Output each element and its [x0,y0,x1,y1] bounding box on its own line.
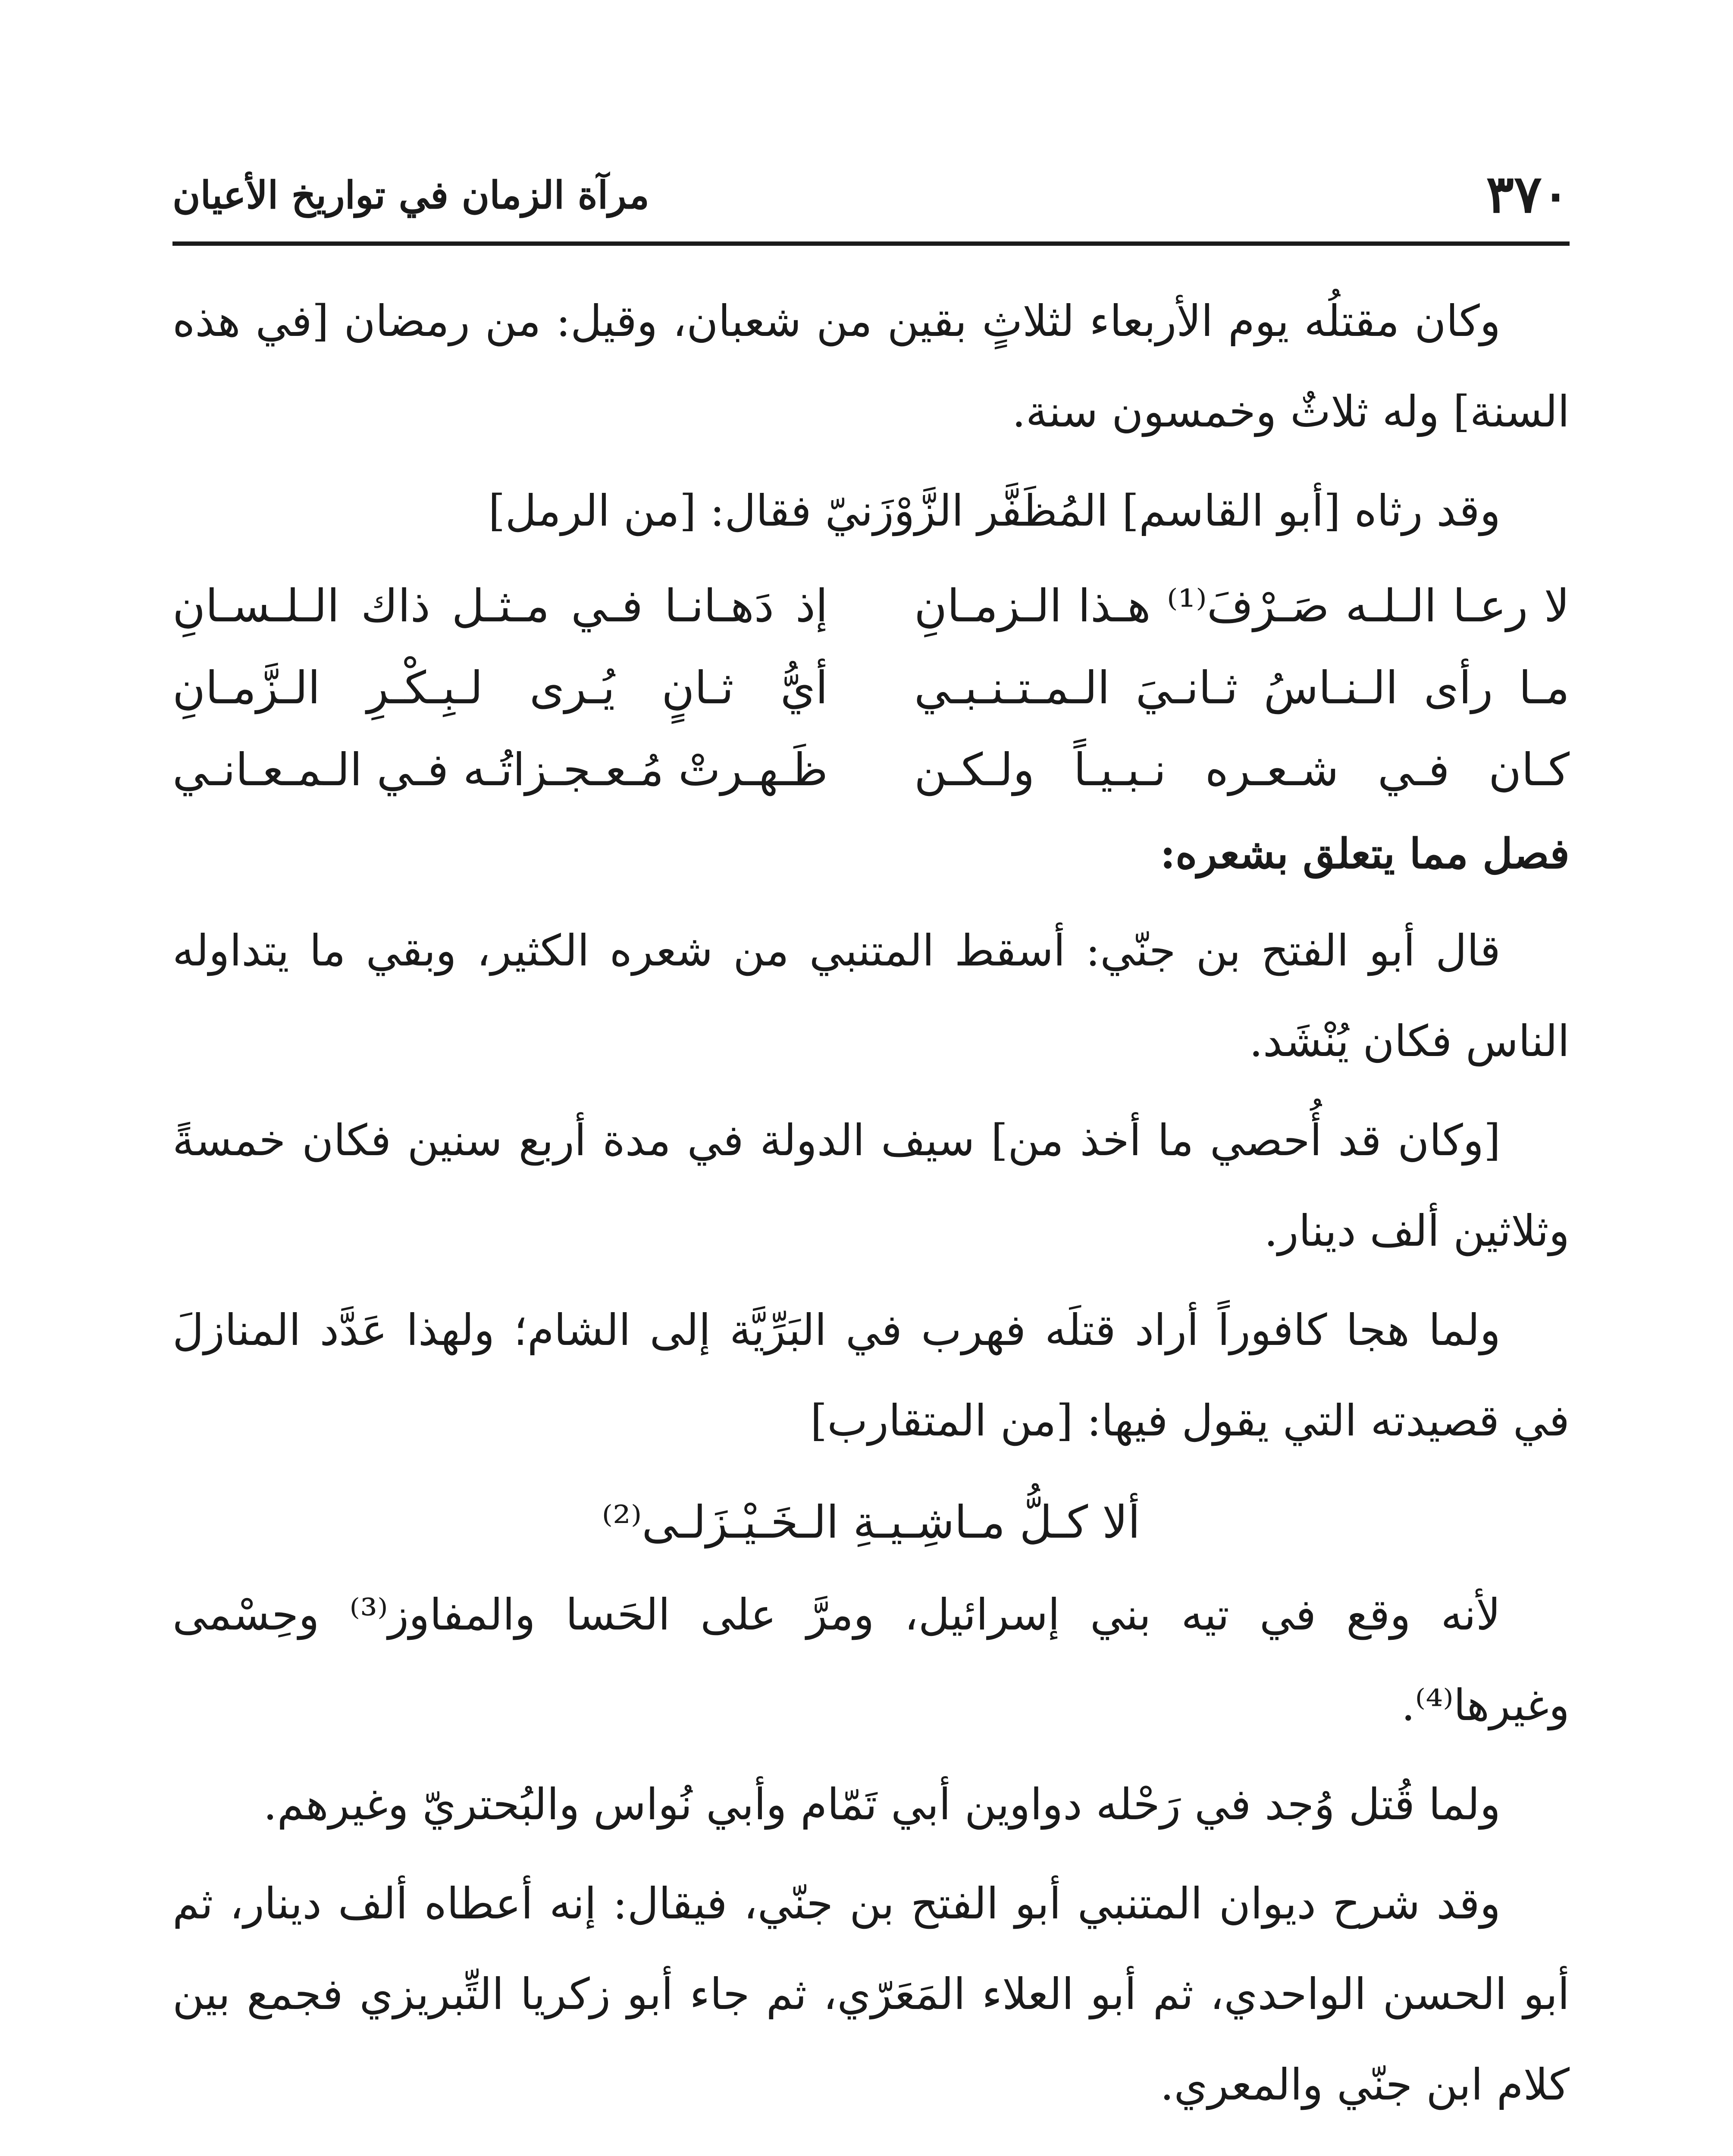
section-heading: فصل مما يتعلق بشعره: [1160,829,1570,878]
verse-single: ألا كـلُّ مـاشِـيـةِ الـخَـيْـزَلـى⁽²⁾ [602,1496,1141,1548]
elegy-poem [172,565,1570,811]
running-header [172,155,1570,246]
verse-line [172,729,1570,811]
paragraph-kafur: ولما هجا كافوراً أراد قتلَه فهرب في البَرِّيَّة إلى الشام؛ ولهذا عَدَّد المنازلَ في قصيدته التي يقول فيها: [من المتقارب] [172,1305,1570,1446]
verse-line [172,565,1570,647]
verse-first-hemistich: مـا رأى الـنـاسُ ثـانـيَ الـمـتـنـبـي [914,661,1570,714]
paragraph-diwans: ولما قُتل وُجد في رَحْله دواوين أبي تَمّام وأبي نُواس والبُحتريّ وغيرهم. [263,1779,1501,1830]
book-title: مرآة الزمان في تواريخ الأعيان [172,172,649,217]
verse-first-hemistich: لا رعـا الـلـه صَـرْفَ⁽¹⁾ هـذا الـزمـانِ [914,580,1570,632]
verse-second-hemistich: ظَـهـرتْ مُـعـجـزاتُـه فـي الـمـعـانـي [172,743,828,796]
verse-first-hemistich: كـان فـي شـعـره نـبـيـاً ولـكـن [914,743,1570,796]
book-page [172,155,1570,2156]
paragraph-sayf-al-dawla: [وكان قد أُحصي ما أخذ من] سيف الدولة في مدة أربع سنين فكان خمسةً وثلاثين ألف دينار. [172,1115,1570,1256]
paragraph-death-date: وكان مقتلُه يوم الأربعاء لثلاثٍ بقين من شعبان، وقيل: من رمضان [في هذه السنة] وله ثلاثٌ وخمسون سنة. [172,296,1570,437]
verse-line [172,647,1570,729]
verse-second-hemistich: أيُّ ثـانٍ يُـرى لـبِـكْـرِ الـزَّمـانِ [172,661,828,714]
paragraph-commentaries: وقد شرح ديوان المتنبي أبو الفتح بن جنّي، فيقال: إنه أعطاه ألف دينار، ثم أبو الحسن الواحدي، ثم أبو العلاء المَعَرّي، ثم جاء أبو زكريا التِّبريزي فجمع بين كلام ابن جنّي والمعري. [172,1878,1570,2110]
main-text [172,276,1570,2139]
page-number: ٣٧٠ [1486,164,1570,225]
verse-second-hemistich: إذ دَهـانـا فـي مـثـل ذاك الـلـسـانِ [172,580,828,632]
paragraph-elegy-intro: وقد رثاه [أبو القاسم] المُظَفَّر الزَّوْزَنيّ فقال: [من الرمل] [488,486,1501,536]
paragraph-ibn-jinni: قال أبو الفتح بن جنّي: أسقط المتنبي من شعره الكثير، وبقي ما يتداوله الناس فكان يُنْشَد. [172,925,1570,1066]
paragraph-tih: لأنه وقع في تيه بني إسرائيل، ومرَّ على الحَسا والمفاوز⁽³⁾ وحِسْمى وغيرها⁽⁴⁾. [172,1589,1570,1730]
